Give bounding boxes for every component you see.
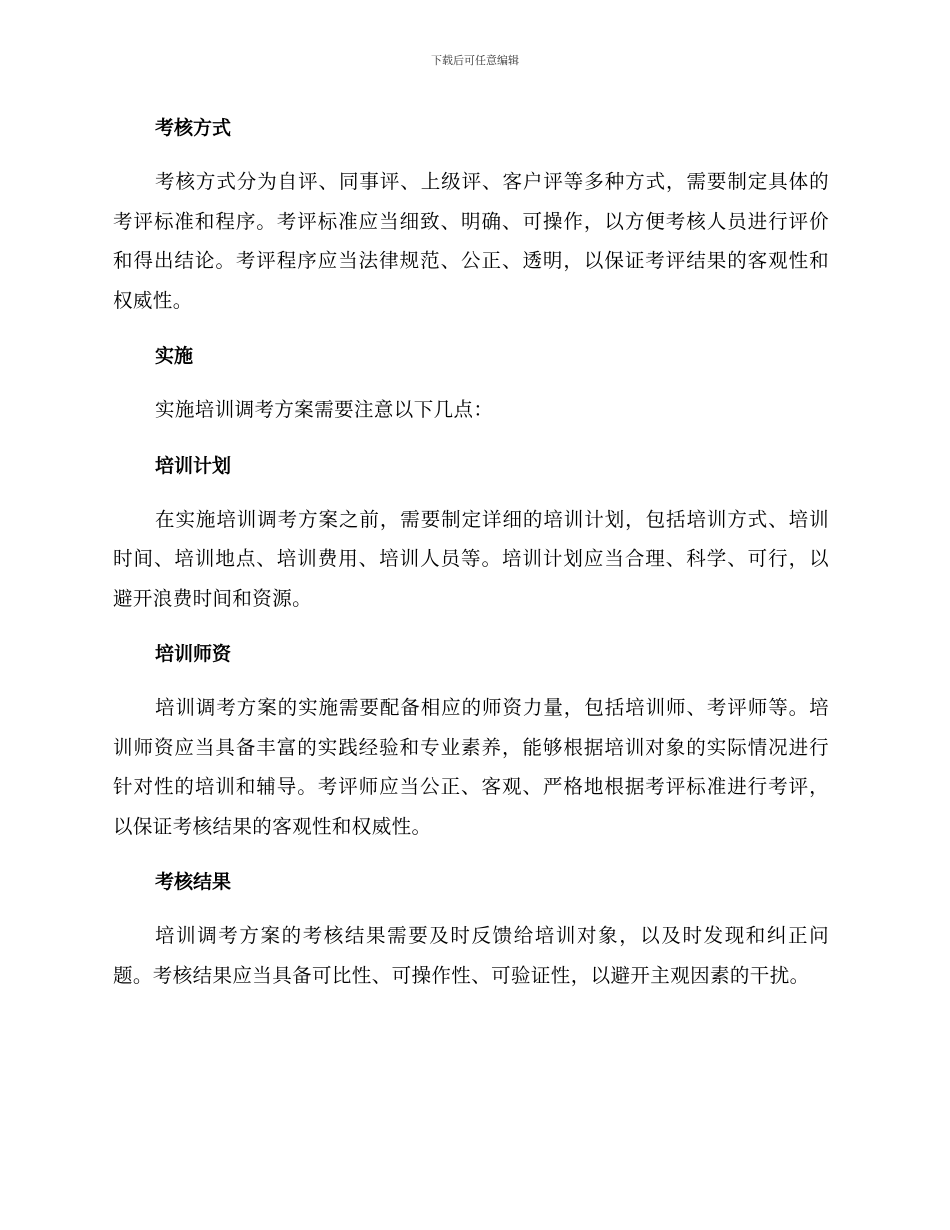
section-paragraph-training-faculty: 培训调考方案的实施需要配备相应的师资力量，包括培训师、考评师等。培训师资应当具备丰富的实践经验和专业素养，能够根据培训对象的实际情况进行针对性的培训和辅导。考评师应当公正、客观、严格地根据考评标准进行考评，以保证考核结果的客观性和权威性。 [113, 696, 829, 838]
section-paragraph-training-plan: 在实施培训调考方案之前，需要制定详细的培训计划，包括培训方式、培训时间、培训地点、培训费用、培训人员等。培训计划应当合理、科学、可行，以避开浪费时间和资源。 [113, 507, 829, 610]
section-paragraph-implementation: 实施培训调考方案需要注意以下几点： [155, 398, 494, 421]
section-heading-training-faculty: 培训师资 [155, 643, 232, 665]
section-heading-implementation: 实施 [155, 345, 194, 367]
section-heading-training-plan: 培训计划 [155, 454, 232, 477]
section-heading-assessment-results: 考核结果 [155, 871, 232, 893]
page-header: 下载后可任意编辑 [431, 54, 519, 67]
section-paragraph-assessment-method: 考核方式分为自评、同事评、上级评、客户评等多种方式，需要制定具体的考评标准和程序。考评标准应当细致、明确、可操作，以方便考核人员进行评价和得出结论。考评程序应当法律规范、公正、透明，以保证考评结果的客观性和权威性。 [113, 170, 829, 312]
section-paragraph-assessment-results: 培训调考方案的考核结果需要及时反馈给培训对象，以及时发现和纠正问题。考核结果应当具备可比性、可操作性、可验证性，以避开主观因素的干扰。 [113, 924, 829, 987]
document-body [113, 108, 829, 995]
section-heading-assessment-method: 考核方式 [155, 117, 232, 139]
